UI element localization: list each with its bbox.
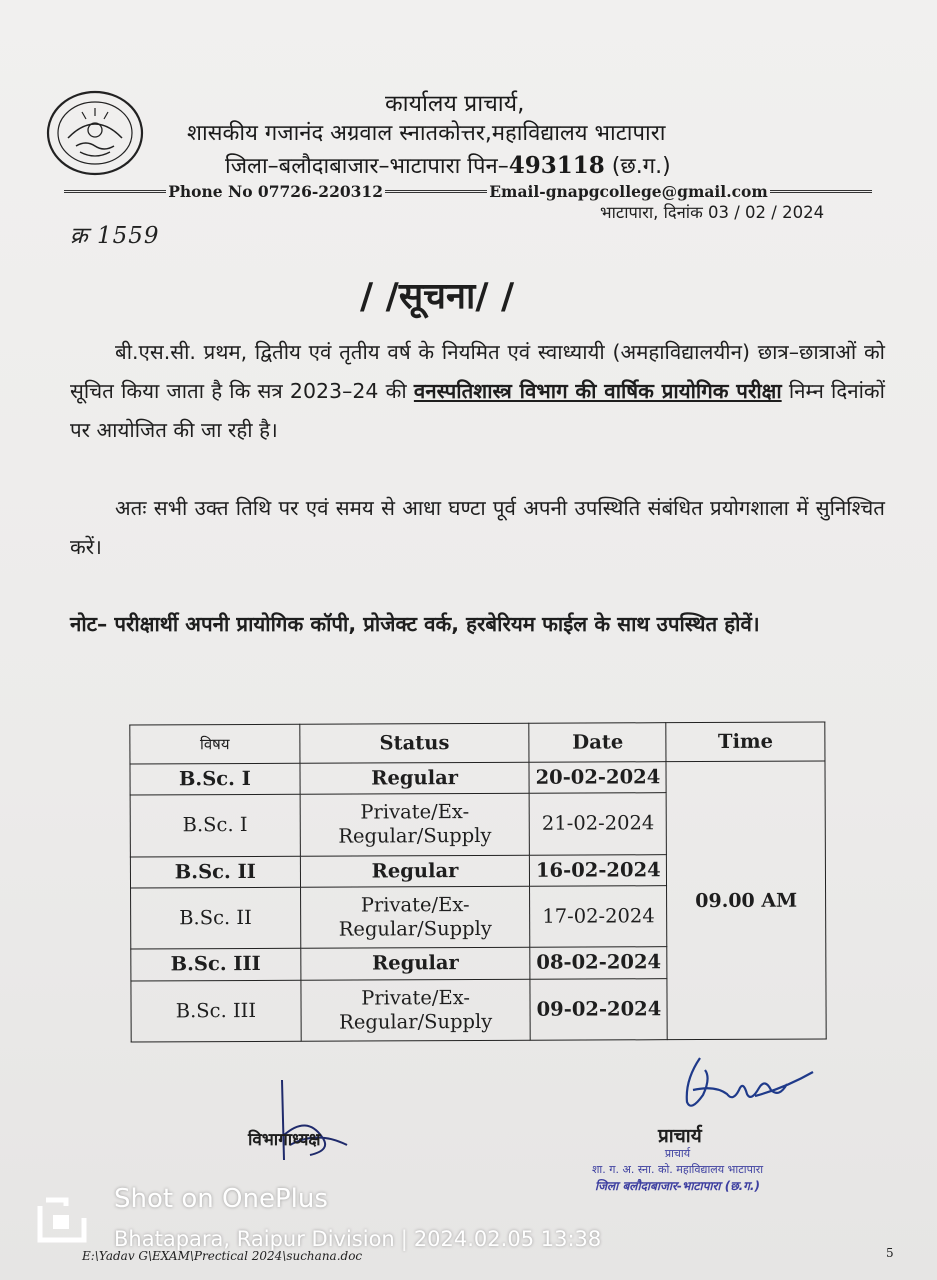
status-line: Regular/Supply xyxy=(338,824,492,849)
cell-subject: B.Sc. I xyxy=(130,763,300,795)
cell-date: 08-02-2024 xyxy=(530,947,667,979)
hod-label: विभागाध्यक्ष xyxy=(248,1130,321,1150)
letterhead-office: कार्यालय प्राचार्य, xyxy=(385,91,525,117)
cell-status xyxy=(300,886,530,948)
cell-status xyxy=(300,794,530,856)
divider xyxy=(385,190,487,193)
notice-date: भाटापारा, दिनांक 03 / 02 / 2024 xyxy=(600,203,825,222)
separator: | xyxy=(400,1227,408,1251)
header-date: Date xyxy=(529,723,666,763)
status-line: Regular/Supply xyxy=(338,917,492,941)
hod-signature xyxy=(262,1075,352,1170)
cell-status: Regular xyxy=(300,762,530,794)
stamp-title: प्राचार्य xyxy=(664,1147,691,1160)
cell-date: 17-02-2024 xyxy=(530,886,667,948)
stamp-district: जिला बलौदाबाजार-भाटापारा (छ.ग.) xyxy=(595,1179,760,1193)
cell-status xyxy=(301,979,531,1041)
principal-signature xyxy=(675,1050,825,1115)
table-header-row xyxy=(130,722,825,764)
stamp-college: शा. ग. अ. स्ना. को. महाविद्यालय भाटापारा xyxy=(591,1163,764,1176)
notice-paragraph-1 xyxy=(70,333,885,450)
paragraph-text: निम्न दिनांकों पर आयोजित की जा रही है। xyxy=(70,379,885,442)
status-line: Private/Ex- xyxy=(360,893,470,917)
notice-note: नोट– परीक्षार्थी अपनी प्रायोगिक कॉपी, प्रोजेक्ट वर्क, हरबेरियम फाईल के साथ उपस्थित होवें। xyxy=(70,612,760,636)
cell-subject: B.Sc. III xyxy=(131,980,301,1042)
cell-subject: B.Sc. II xyxy=(131,887,301,949)
cell-status: Regular xyxy=(300,948,530,980)
status-line: Private/Ex- xyxy=(360,800,470,824)
exam-name-underlined: वनस्पतिशास्त्र विभाग की वार्षिक प्रायोगिक परीक्षा xyxy=(413,379,782,403)
cell-date: 16-02-2024 xyxy=(530,854,667,886)
cell-time: 09.00 AM xyxy=(666,761,826,1040)
header-status: Status xyxy=(299,723,529,763)
college-seal-logo xyxy=(46,90,144,176)
file-path: E:\Yadav G\EXAM\Prectical 2024\suchana.doc xyxy=(82,1249,363,1263)
principal-label: प्राचार्य xyxy=(658,1125,702,1147)
contact-line xyxy=(62,182,874,201)
state-code: (छ.ग.) xyxy=(611,154,671,179)
status-line: Regular/Supply xyxy=(339,1009,493,1034)
pin-code: 493118 xyxy=(508,152,605,179)
cell-subject: B.Sc. I xyxy=(130,795,300,857)
cell-date: 09-02-2024 xyxy=(530,978,667,1040)
header-subject: विषय xyxy=(130,724,300,764)
status-line: Private/Ex- xyxy=(361,985,471,1010)
email-address: Email-gnapgcollege@gmail.com xyxy=(489,182,768,201)
principal-stamp xyxy=(555,1146,800,1194)
notice-title: / /सूचना/ / xyxy=(360,276,515,317)
paragraph-text: बी.एस.सी. प्रथम, द्वितीय एवं तृतीय वर्ष के नियमित एवं स्वाध्यायी (अमहाविद्यालयीन) छात्र–छात्राओं को सूचित किया जाता है कि सत्र 2023–24 की xyxy=(70,340,885,403)
table-row xyxy=(130,761,825,795)
cell-subject: B.Sc. II xyxy=(130,856,300,888)
page-number: 5 xyxy=(886,1246,894,1260)
notice-paragraph-2: अतः सभी उक्त तिथि पर एवं समय से आधा घण्टा पूर्व अपनी उपस्थिति संबंधित प्रयोगशाला में सुनिश्चित करें। xyxy=(70,496,885,559)
watermark-datetime: 2024.02.05 13:38 xyxy=(413,1227,602,1251)
oneplus-logo-icon xyxy=(36,1196,88,1244)
exam-schedule-table xyxy=(129,721,826,1042)
address-text: जिला–बलौदाबाजार–भाटापारा पिन– xyxy=(225,154,509,179)
letterhead-college-name: शासकीय गजानंद अग्रवाल स्नातकोत्तर,महाविद्यालय भाटापारा xyxy=(187,121,666,146)
letterhead-address xyxy=(225,150,671,180)
watermark-location: Bhatapara, Raipur Division xyxy=(114,1227,395,1251)
cell-date: 20-02-2024 xyxy=(529,762,666,794)
phone-number: Phone No 07726-220312 xyxy=(168,182,383,201)
cell-date: 21-02-2024 xyxy=(530,793,667,855)
divider xyxy=(770,190,872,193)
divider xyxy=(64,190,166,193)
watermark-info xyxy=(114,1227,601,1251)
cell-subject: B.Sc. III xyxy=(131,949,301,981)
header-time: Time xyxy=(666,722,825,762)
reference-number: क्र 1559 xyxy=(70,223,160,249)
cell-status: Regular xyxy=(300,855,530,887)
watermark-title: Shot on OnePlus xyxy=(114,1184,328,1214)
